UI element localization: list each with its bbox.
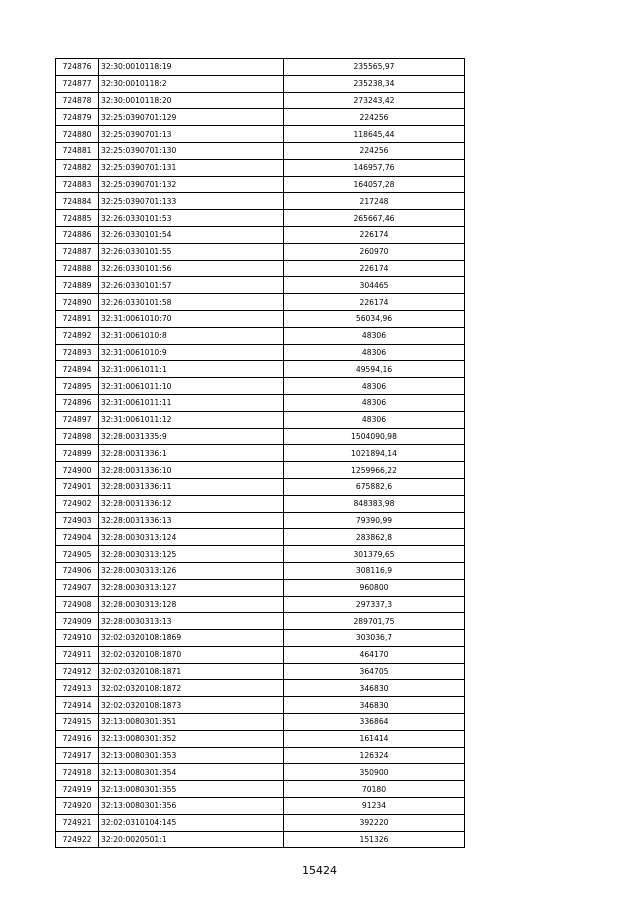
row-id-cell: 724878 [56,92,99,109]
table-row [56,361,465,378]
table-row [56,243,465,260]
table-row [56,697,465,714]
value-cell: 346830 [284,697,465,714]
table-row [56,75,465,92]
row-id-cell: 724905 [56,546,99,563]
value-cell: 675882,6 [284,478,465,495]
table-row [56,747,465,764]
cadastral-code-cell: 32:26:0330101:56 [99,260,284,277]
cadastral-code-cell: 32:25:0390701:129 [99,109,284,126]
row-id-cell: 724921 [56,814,99,831]
table-row [56,142,465,159]
row-id-cell: 724906 [56,562,99,579]
table-row [56,394,465,411]
value-cell: 350900 [284,764,465,781]
row-id-cell: 724914 [56,697,99,714]
row-id-cell: 724879 [56,109,99,126]
value-cell: 226174 [284,294,465,311]
value-cell: 48306 [284,344,465,361]
table-row [56,210,465,227]
row-id-cell: 724884 [56,193,99,210]
table-row [56,781,465,798]
value-cell: 273243,42 [284,92,465,109]
row-id-cell: 724901 [56,478,99,495]
value-cell: 346830 [284,680,465,697]
row-id-cell: 724888 [56,260,99,277]
row-id-cell: 724885 [56,210,99,227]
cadastral-code-cell: 32:31:0061010:8 [99,327,284,344]
value-cell: 217248 [284,193,465,210]
table-row [56,478,465,495]
row-id-cell: 724907 [56,579,99,596]
value-cell: 91234 [284,798,465,815]
value-cell: 301379,65 [284,546,465,563]
value-cell: 283862,8 [284,529,465,546]
cadastral-code-cell: 32:28:0030313:127 [99,579,284,596]
table-row [56,344,465,361]
table-row [56,764,465,781]
row-id-cell: 724913 [56,680,99,697]
value-cell: 226174 [284,226,465,243]
table-row [56,596,465,613]
value-cell: 392220 [284,814,465,831]
value-cell: 226174 [284,260,465,277]
cadastral-code-cell: 32:25:0390701:131 [99,159,284,176]
cadastral-code-cell: 32:28:0030313:13 [99,613,284,630]
cadastral-code-cell: 32:13:0080301:356 [99,798,284,815]
table-row [56,193,465,210]
value-cell: 48306 [284,411,465,428]
value-cell: 303036,7 [284,630,465,647]
table-row [56,613,465,630]
table-row [56,176,465,193]
value-cell: 56034,96 [284,310,465,327]
cadastral-code-cell: 32:26:0330101:55 [99,243,284,260]
cadastral-code-cell: 32:25:0390701:130 [99,142,284,159]
row-id-cell: 724895 [56,378,99,395]
row-id-cell: 724897 [56,411,99,428]
cadastral-code-cell: 32:31:0061011:1 [99,361,284,378]
value-cell: 146957,76 [284,159,465,176]
cadastral-code-cell: 32:30:0010118:20 [99,92,284,109]
value-cell: 161414 [284,730,465,747]
value-cell: 79390,99 [284,512,465,529]
cadastral-code-cell: 32:28:0031336:13 [99,512,284,529]
table-row [56,462,465,479]
cadastral-code-cell: 32:30:0010118:2 [99,75,284,92]
cadastral-code-cell: 32:28:0030313:125 [99,546,284,563]
table-row [56,327,465,344]
value-cell: 48306 [284,394,465,411]
table-body [56,59,465,848]
table-row [56,109,465,126]
row-id-cell: 724911 [56,646,99,663]
cadastral-code-cell: 32:31:0061011:10 [99,378,284,395]
row-id-cell: 724919 [56,781,99,798]
table-row [56,126,465,143]
table-row [56,579,465,596]
data-table [55,58,465,848]
row-id-cell: 724882 [56,159,99,176]
value-cell: 70180 [284,781,465,798]
table-row [56,546,465,563]
table-row [56,92,465,109]
row-id-cell: 724898 [56,428,99,445]
value-cell: 297337,3 [284,596,465,613]
table-row [56,260,465,277]
table-row [56,798,465,815]
value-cell: 235238,34 [284,75,465,92]
cadastral-code-cell: 32:02:0320108:1873 [99,697,284,714]
table-row [56,277,465,294]
cadastral-code-cell: 32:26:0330101:58 [99,294,284,311]
table-row [56,646,465,663]
table-row [56,226,465,243]
cadastral-code-cell: 32:02:0320108:1872 [99,680,284,697]
row-id-cell: 724909 [56,613,99,630]
value-cell: 1504090,98 [284,428,465,445]
row-id-cell: 724889 [56,277,99,294]
table-row [56,562,465,579]
value-cell: 126324 [284,747,465,764]
cadastral-code-cell: 32:28:0030313:126 [99,562,284,579]
row-id-cell: 724903 [56,512,99,529]
row-id-cell: 724887 [56,243,99,260]
row-id-cell: 724886 [56,226,99,243]
cadastral-code-cell: 32:13:0080301:355 [99,781,284,798]
cadastral-code-cell: 32:28:0031335:9 [99,428,284,445]
value-cell: 304465 [284,277,465,294]
value-cell: 1259966,22 [284,462,465,479]
row-id-cell: 724910 [56,630,99,647]
value-cell: 260970 [284,243,465,260]
cadastral-code-cell: 32:13:0080301:354 [99,764,284,781]
row-id-cell: 724904 [56,529,99,546]
row-id-cell: 724920 [56,798,99,815]
cadastral-code-cell: 32:31:0061011:11 [99,394,284,411]
cadastral-code-cell: 32:26:0330101:53 [99,210,284,227]
value-cell: 235565,97 [284,59,465,76]
row-id-cell: 724902 [56,495,99,512]
value-cell: 364705 [284,663,465,680]
value-cell: 848383,98 [284,495,465,512]
row-id-cell: 724892 [56,327,99,344]
row-id-cell: 724915 [56,714,99,731]
value-cell: 151326 [284,831,465,848]
cadastral-code-cell: 32:28:0031336:11 [99,478,284,495]
table-row [56,630,465,647]
value-cell: 265667,46 [284,210,465,227]
row-id-cell: 724891 [56,310,99,327]
row-id-cell: 724883 [56,176,99,193]
value-cell: 118645,44 [284,126,465,143]
table-row [56,159,465,176]
row-id-cell: 724900 [56,462,99,479]
cadastral-code-cell: 32:25:0390701:133 [99,193,284,210]
table-row [56,512,465,529]
table-row [56,680,465,697]
cadastral-code-cell: 32:25:0390701:13 [99,126,284,143]
cadastral-code-cell: 32:31:0061010:70 [99,310,284,327]
table-row [56,529,465,546]
table-row [56,59,465,76]
cadastral-code-cell: 32:25:0390701:132 [99,176,284,193]
row-id-cell: 724912 [56,663,99,680]
value-cell: 336864 [284,714,465,731]
row-id-cell: 724917 [56,747,99,764]
row-id-cell: 724908 [56,596,99,613]
table-row [56,831,465,848]
cadastral-code-cell: 32:28:0030313:124 [99,529,284,546]
cadastral-code-cell: 32:26:0330101:57 [99,277,284,294]
table-row [56,663,465,680]
row-id-cell: 724876 [56,59,99,76]
row-id-cell: 724890 [56,294,99,311]
table-row [56,411,465,428]
value-cell: 224256 [284,109,465,126]
cadastral-code-cell: 32:31:0061011:12 [99,411,284,428]
value-cell: 164057,28 [284,176,465,193]
cadastral-code-cell: 32:13:0080301:351 [99,714,284,731]
cadastral-code-cell: 32:13:0080301:352 [99,730,284,747]
row-id-cell: 724894 [56,361,99,378]
cadastral-code-cell: 32:20:0020501:1 [99,831,284,848]
row-id-cell: 724880 [56,126,99,143]
cadastral-code-cell: 32:30:0010118:19 [99,59,284,76]
cadastral-code-cell: 32:02:0320108:1871 [99,663,284,680]
cadastral-code-cell: 32:31:0061010:9 [99,344,284,361]
value-cell: 289701,75 [284,613,465,630]
page-number: 15424 [302,864,337,877]
value-cell: 48306 [284,327,465,344]
cadastral-code-cell: 32:13:0080301:353 [99,747,284,764]
cadastral-code-cell: 32:28:0031336:12 [99,495,284,512]
value-cell: 224256 [284,142,465,159]
table-row [56,445,465,462]
cadastral-code-cell: 32:02:0310104:145 [99,814,284,831]
table-row [56,428,465,445]
cadastral-code-cell: 32:28:0030313:128 [99,596,284,613]
value-cell: 1021894,14 [284,445,465,462]
value-cell: 48306 [284,378,465,395]
cadastral-code-cell: 32:26:0330101:54 [99,226,284,243]
table-row [56,294,465,311]
cadastral-code-cell: 32:28:0031336:1 [99,445,284,462]
table-row [56,730,465,747]
table-row [56,814,465,831]
table-row [56,714,465,731]
value-cell: 308116,9 [284,562,465,579]
table-row [56,310,465,327]
row-id-cell: 724918 [56,764,99,781]
cadastral-code-cell: 32:02:0320108:1870 [99,646,284,663]
table-row [56,495,465,512]
row-id-cell: 724916 [56,730,99,747]
value-cell: 960800 [284,579,465,596]
table-row [56,378,465,395]
row-id-cell: 724881 [56,142,99,159]
cadastral-code-cell: 32:28:0031336:10 [99,462,284,479]
value-cell: 464170 [284,646,465,663]
row-id-cell: 724877 [56,75,99,92]
row-id-cell: 724922 [56,831,99,848]
value-cell: 49594,16 [284,361,465,378]
cadastral-code-cell: 32:02:0320108:1869 [99,630,284,647]
row-id-cell: 724893 [56,344,99,361]
row-id-cell: 724899 [56,445,99,462]
row-id-cell: 724896 [56,394,99,411]
